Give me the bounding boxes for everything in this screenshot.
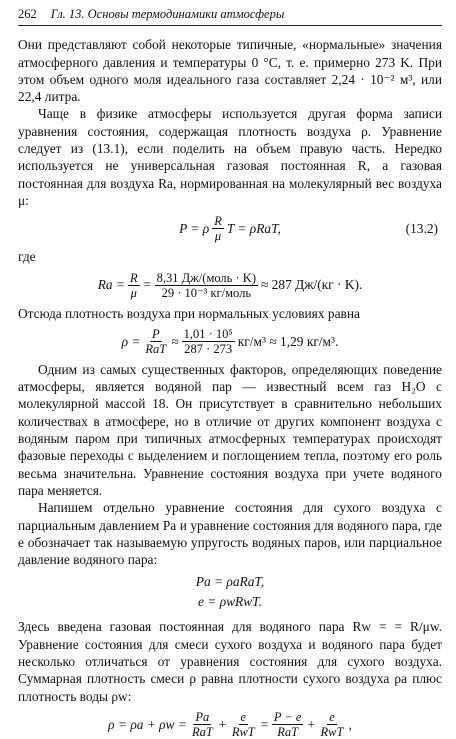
- eq5-f4-numerator: e: [329, 709, 335, 724]
- eq5-fraction-4: [319, 710, 346, 739]
- eq5-f3-denominator: RaT: [277, 724, 299, 739]
- eq5-f1-denominator: RaT: [191, 724, 213, 739]
- eq2-right: ≈ 287 Дж/(кг · K).: [260, 277, 363, 293]
- eq2-f2-numerator: 8,31 Дж/(моль · K): [156, 270, 256, 285]
- equation-number: (13.2): [405, 221, 438, 237]
- eq5-f2-denominator: RwT: [231, 724, 255, 739]
- eq2-equals: =: [142, 277, 152, 293]
- paragraph-2: Чаще в физике атмосферы используется другая форма записи уравнения состояния, содержащая плотность воздуха ρ. Уравнение следует из (13.1), если поделить на объем правую часть. Нередко используется не универсальная газовая постоянная R, а газовая постоянная для воздуха Ra, нормированная на молекулярный вес воздуха μ:: [18, 106, 442, 208]
- eq5-left: ρ = ρa + ρw =: [108, 716, 187, 732]
- eq5-f1-numerator: Pa: [195, 709, 210, 724]
- eq2-f2-denominator: 29 · 10⁻³ кг/моль: [161, 285, 252, 300]
- paragraph-1: Они представляют собой некоторые типичные, «нормальные» значения атмосферного давления и температуры 0 °C, т. е. примерно 273 K. При этом объем одного моля идеального газа составляет 2,24 · 10⁻² м³, или 22,4 литра.: [18, 37, 442, 105]
- eq5-fraction-3: [272, 710, 304, 739]
- eq1-fraction: [212, 214, 224, 243]
- eq3-fraction-2: [182, 327, 235, 356]
- eq3-f2-denominator: 287 · 273: [184, 341, 233, 356]
- equation-ra: [18, 271, 442, 300]
- running-header: [18, 6, 442, 26]
- eq5-fraction-2: [230, 710, 257, 739]
- equation-system: [18, 572, 442, 612]
- eq5-f3-numerator: P − e: [273, 709, 302, 724]
- eq2-f1-denominator: μ: [130, 285, 137, 300]
- eq5-f2-numerator: e: [240, 709, 247, 724]
- eq3-left: ρ =: [121, 333, 141, 349]
- eq5-fraction-1: [190, 710, 215, 739]
- equation-13-2: [18, 214, 442, 243]
- eq3-f1-denominator: RaT: [145, 341, 167, 356]
- eq2-f1-numerator: R: [129, 270, 138, 285]
- eq5-plus-2: +: [306, 716, 316, 732]
- eq1-numerator: R: [214, 214, 222, 229]
- eq3-f1-numerator: P: [152, 326, 160, 341]
- eq3-right: кг/м³ ≈ 1,29 кг/м³.: [237, 333, 339, 349]
- eq5-end: ,: [348, 716, 352, 732]
- eq1-right: T = ρRaT,: [226, 221, 281, 237]
- paragraph-4: Одним из самых существенных факторов, определяющих поведение атмосферы, является водяной пар — известный всем газ H₂O с молекулярной массой 18. Он присутствует в сравнительно небольших количествах в атмосфере, но в отличие от других компонент воздуха с водяным паром при типичных атмосферных температурах происходят фазовые переходы с выделением и поглощением тепла, поэтому его роль весьма значительна. Уравнение состояния воздуха при учете водяного пара меняется.: [18, 361, 442, 498]
- eq1-denominator: μ: [214, 229, 222, 244]
- eq3-fraction-1: [143, 327, 168, 356]
- paragraph-3: Отсюда плотность воздуха при нормальных условиях равна: [18, 305, 360, 321]
- eq5-f4-denominator: RwT: [320, 724, 344, 739]
- equation-mixture: [18, 710, 442, 739]
- paragraph-6: Здесь введена газовая постоянная для водяного пара Rw = = R/μw. Уравнение состояния для смеси сухого воздуха и водяного пара будет несколько отличаться от уравнения состояния для сухого воздуха. Суммарная плотность смеси ρ равна плотности сухого воздуха ρa плюс плотность воды ρw:: [18, 619, 442, 704]
- eq2-left: Ra =: [97, 277, 125, 293]
- eq4-line-1: Pa = ρaRaT,: [195, 574, 265, 590]
- chapter-title: Гл. 13. Основы термодинамики атмосферы: [50, 7, 285, 21]
- equation-density: [18, 327, 442, 356]
- where-word: где: [18, 249, 36, 265]
- eq3-approx: ≈: [171, 333, 179, 349]
- eq5-equals: =: [259, 716, 269, 732]
- page-number: 262: [18, 7, 37, 21]
- eq5-plus-1: +: [217, 716, 227, 732]
- paragraph-5: Напишем отдельно уравнение состояния для сухого воздуха с парциальным давлением Pa и уравнение состояния для водяного пара, где e обозначает так называемую упругость водяных паров, или парциальное давление водяного пара:: [18, 500, 442, 568]
- eq2-fraction-2: [155, 271, 258, 300]
- eq4-line-2: e = ρwRwT.: [198, 594, 262, 610]
- eq2-fraction-1: [128, 271, 140, 300]
- eq3-f2-numerator: 1,01 · 10⁵: [183, 326, 233, 341]
- eq1-left: P = ρ: [179, 221, 210, 237]
